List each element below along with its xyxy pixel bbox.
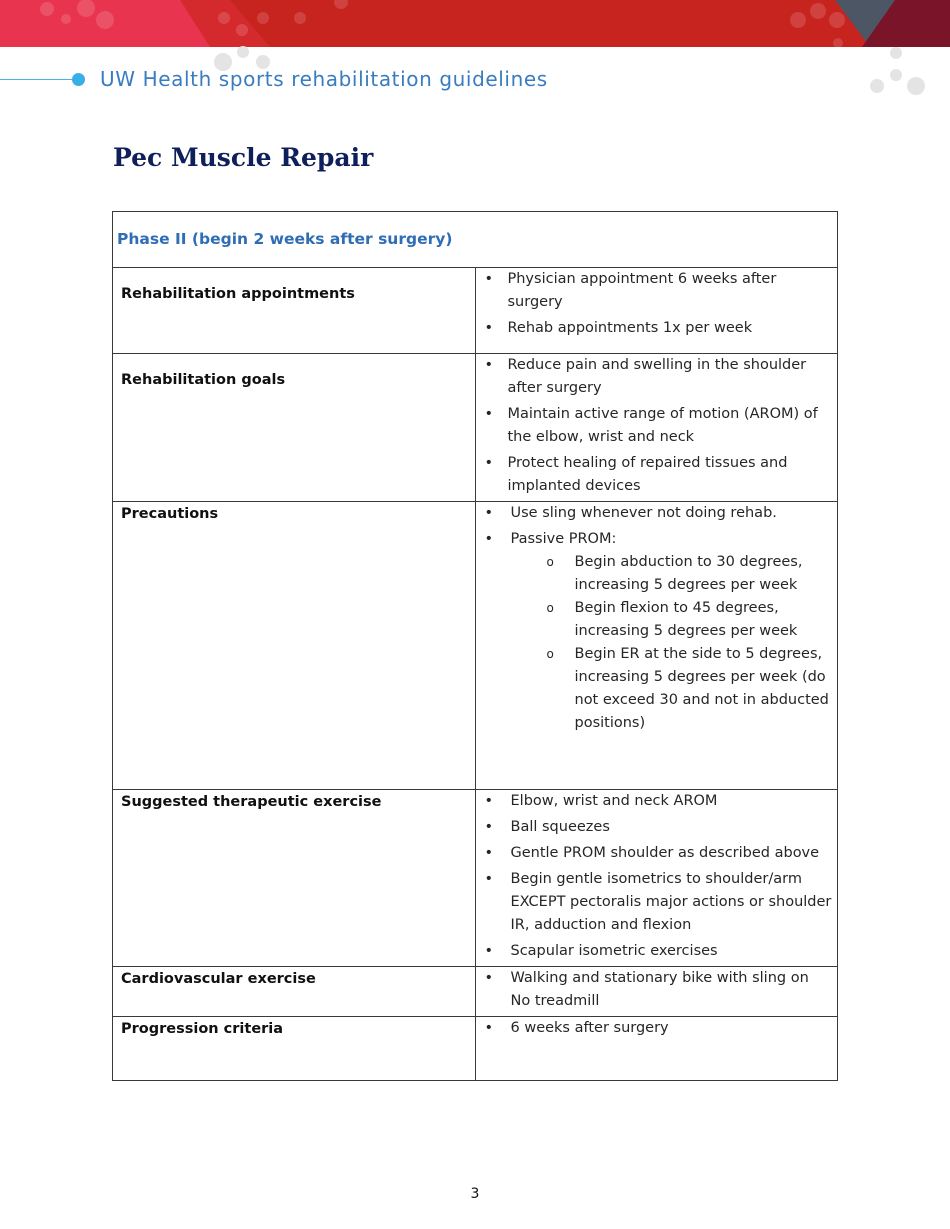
table-row-goals <box>113 354 838 502</box>
list-item: • Maintain active range of motion (AROM) of the elbow, wrist and neck <box>484 403 834 449</box>
page-number: 3 <box>470 1186 480 1202</box>
list-item: • Use sling whenever not doing rehab. <box>484 502 834 525</box>
list-item: • Gentle PROM shoulder as described above <box>484 842 834 865</box>
table-row-appointments <box>113 268 838 354</box>
phase-title: Phase II (begin 2 weeks after surgery) <box>117 230 453 248</box>
row-label: Precautions <box>113 502 476 790</box>
phase-table <box>112 211 838 1081</box>
row-label: Progression criteria <box>113 1017 476 1081</box>
sub-list-item: o Begin abduction to 30 degrees, increasing 5 degrees per week <box>484 551 834 597</box>
table-row-precautions <box>113 502 838 790</box>
list-item: • Passive PROM: <box>484 528 834 551</box>
row-label: Suggested therapeutic exercise <box>113 790 476 967</box>
row-content <box>475 502 838 790</box>
list-item: • Begin gentle isometrics to shoulder/arm EXCEPT pectoralis major actions or shoulder IR, adduction and flexion <box>484 868 834 937</box>
header-rule <box>0 79 74 80</box>
table-row-progression <box>113 1017 838 1081</box>
phase-header-row <box>113 212 838 268</box>
row-content <box>475 790 838 967</box>
header-banner <box>0 0 950 47</box>
hexagon-decoration-right <box>860 44 950 100</box>
row-content <box>475 354 838 502</box>
header-dot <box>72 73 85 86</box>
phase-header-cell <box>113 212 838 268</box>
row-content <box>475 967 838 1017</box>
list-item: • Protect healing of repaired tissues and implanted devices <box>484 452 834 498</box>
sub-list-item: o Begin flexion to 45 degrees, increasing 5 degrees per week <box>484 597 834 643</box>
list-item: • Walking and stationary bike with sling on <box>484 967 834 990</box>
row-label: Cardiovascular exercise <box>113 967 476 1017</box>
continuation-line: No treadmill <box>510 993 600 1009</box>
page-title: Pec Muscle Repair <box>113 143 374 172</box>
row-content <box>475 1017 838 1081</box>
row-content <box>475 268 838 354</box>
table-row-cardio <box>113 967 838 1017</box>
row-label: Rehabilitation goals <box>113 354 476 502</box>
list-item: • Scapular isometric exercises <box>484 940 834 963</box>
list-item: • Elbow, wrist and neck AROM <box>484 790 834 813</box>
list-item: • Reduce pain and swelling in the shoulder after surgery <box>484 354 834 400</box>
list-item: • Rehab appointments 1x per week <box>484 317 834 340</box>
list-item: • Ball squeezes <box>484 816 834 839</box>
header-title: UW Health sports rehabilitation guidelines <box>100 67 548 91</box>
table-row-exercise <box>113 790 838 967</box>
sub-list-item: o Begin ER at the side to 5 degrees, increasing 5 degrees per week (do not exceed 30 and not in abducted positions) <box>484 643 834 735</box>
row-label: Rehabilitation appointments <box>113 268 476 354</box>
list-item: • 6 weeks after surgery <box>484 1017 834 1040</box>
list-item: • Physician appointment 6 weeks after surgery <box>484 268 834 314</box>
